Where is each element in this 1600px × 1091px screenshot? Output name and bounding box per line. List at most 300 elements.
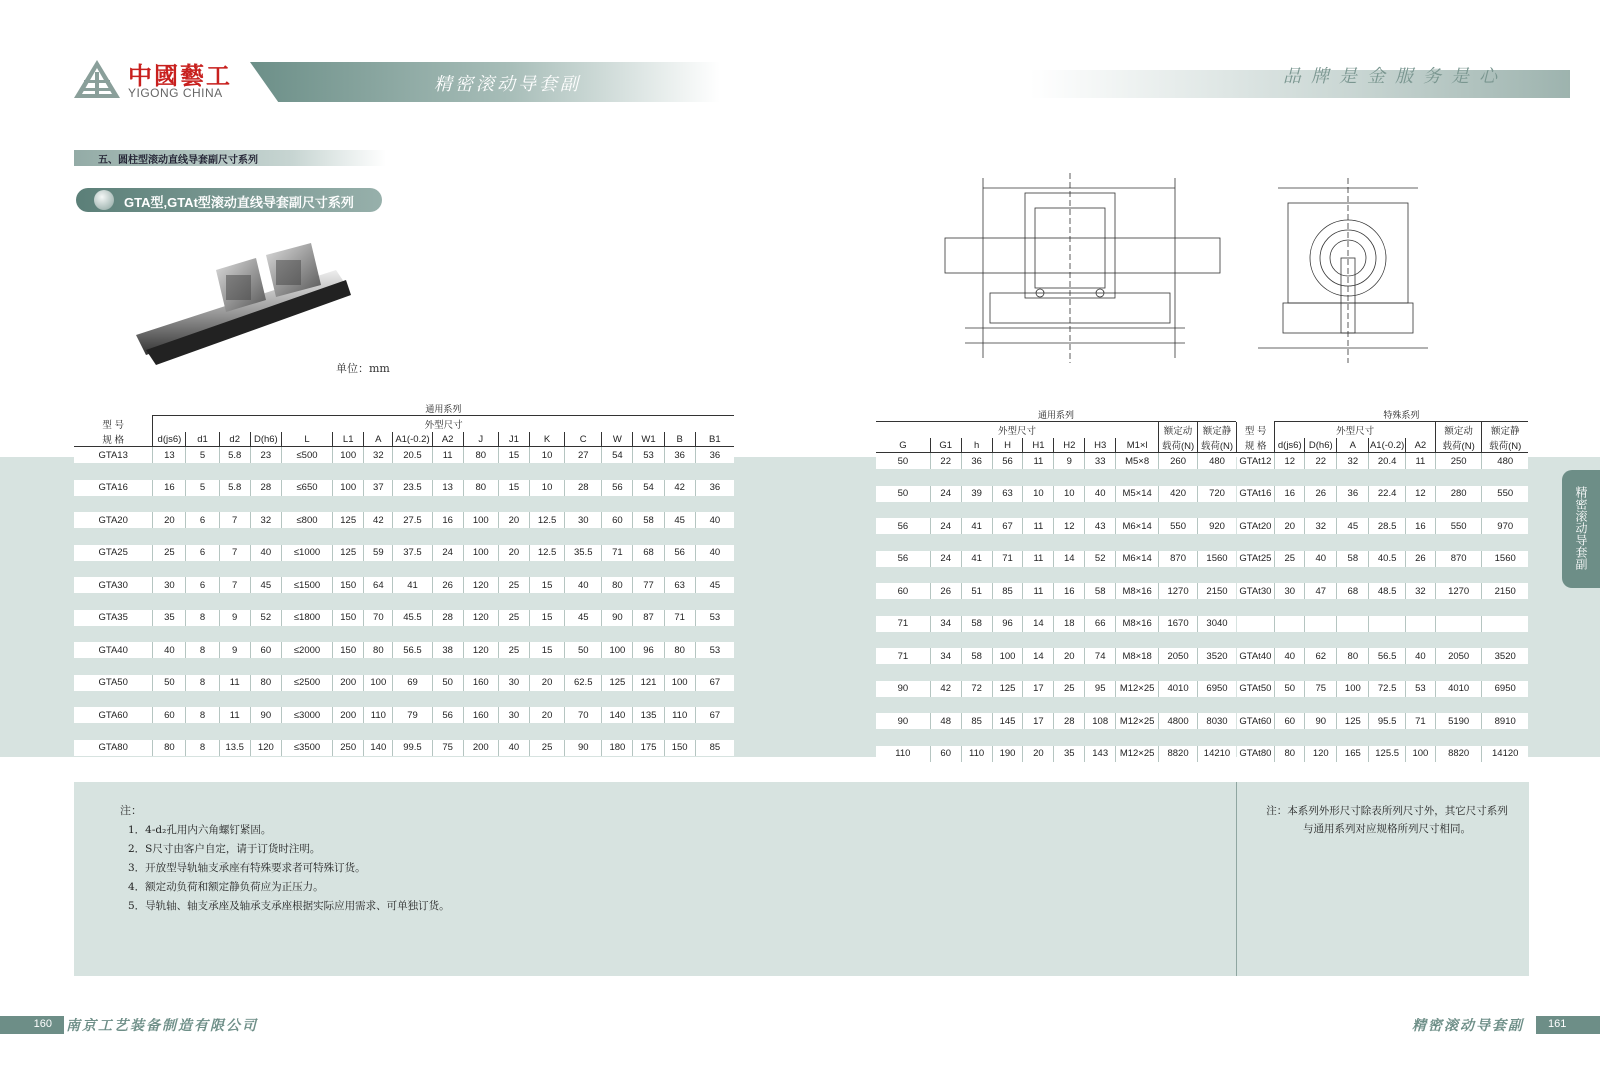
row-spacer bbox=[1237, 632, 1529, 649]
table-cell: 100 bbox=[664, 675, 695, 691]
table-cell: 74 bbox=[1085, 648, 1116, 664]
table-cell: 40 bbox=[1275, 648, 1305, 664]
table-cell: 32 bbox=[1337, 453, 1369, 470]
logo-chinese: 中國藝工 bbox=[128, 61, 232, 90]
table-row bbox=[876, 713, 1236, 729]
col-header: H bbox=[992, 438, 1023, 453]
table-cell: 24 bbox=[930, 486, 961, 502]
col-header: J1 bbox=[498, 432, 529, 447]
table-cell: 100 bbox=[463, 545, 498, 561]
table-cell: 14 bbox=[1023, 648, 1054, 664]
table-cell: 53 bbox=[695, 610, 734, 626]
table-cell: 7 bbox=[219, 512, 250, 528]
table-cell: ≤1000 bbox=[281, 545, 332, 561]
table-cell: 60 bbox=[153, 707, 186, 723]
table-cell: 60 bbox=[1275, 713, 1305, 729]
table-cell: 64 bbox=[364, 577, 393, 593]
table-cell: 62.5 bbox=[565, 675, 602, 691]
table-cell: 45 bbox=[565, 610, 602, 626]
table-cell: 200 bbox=[333, 675, 364, 691]
table-cell: 90 bbox=[565, 740, 602, 756]
table-cell: 6950 bbox=[1198, 681, 1237, 697]
row-spacer bbox=[74, 528, 734, 545]
table-cell: M12×25 bbox=[1116, 713, 1159, 729]
table-cell: 30 bbox=[498, 675, 529, 691]
table-cell bbox=[1275, 616, 1305, 632]
unit-label: 单位：mm bbox=[336, 362, 390, 375]
section-heading bbox=[74, 150, 386, 166]
table-cell: 36 bbox=[695, 480, 734, 496]
table-cell: 24 bbox=[930, 518, 961, 534]
table-cell: 47 bbox=[1305, 583, 1337, 599]
table-cell: 56.5 bbox=[1369, 648, 1406, 664]
spacer-cell bbox=[74, 723, 734, 740]
table-cell: 25 bbox=[153, 545, 186, 561]
table-cell: 63 bbox=[664, 577, 695, 593]
spacer-cell bbox=[74, 463, 734, 480]
row-spacer bbox=[1237, 664, 1529, 681]
table-cell: 1560 bbox=[1482, 551, 1528, 567]
table-cell: 24 bbox=[930, 551, 961, 567]
table-cell: 56.5 bbox=[393, 642, 432, 658]
table-cell: 16 bbox=[1405, 518, 1435, 534]
table-cell: M6×14 bbox=[1116, 551, 1159, 567]
table-row bbox=[74, 675, 734, 691]
table-cell: 1270 bbox=[1435, 583, 1482, 599]
table-row bbox=[1237, 616, 1529, 632]
table-cell: 100 bbox=[333, 480, 364, 496]
table-cell: 12 bbox=[1275, 453, 1305, 470]
right-table-body bbox=[876, 453, 1236, 762]
table-cell bbox=[1337, 616, 1369, 632]
table-cell: 110 bbox=[961, 746, 992, 762]
table-cell bbox=[1305, 616, 1337, 632]
table-cell: 13 bbox=[153, 447, 186, 464]
table-cell: 110 bbox=[364, 707, 393, 723]
table-row bbox=[1237, 746, 1529, 762]
table-cell: GTAt30 bbox=[1237, 583, 1275, 599]
table-cell: 11 bbox=[1023, 518, 1054, 534]
table-cell: 68 bbox=[633, 545, 664, 561]
table-cell: 9 bbox=[1054, 453, 1085, 470]
table-cell bbox=[1237, 616, 1275, 632]
table-cell: 15 bbox=[498, 447, 529, 464]
table-cell: 8 bbox=[186, 740, 219, 756]
table-cell: 28 bbox=[250, 480, 281, 496]
table-cell: 28 bbox=[1054, 713, 1085, 729]
table-cell: 24 bbox=[432, 545, 463, 561]
table-cell: 550 bbox=[1482, 486, 1528, 502]
row-spacer bbox=[876, 534, 1236, 551]
table-cell: ≤1800 bbox=[281, 610, 332, 626]
col-header: A2 bbox=[432, 432, 463, 447]
table-cell: 15 bbox=[530, 610, 565, 626]
table-cell: 7 bbox=[219, 545, 250, 561]
table-cell: 16 bbox=[1275, 486, 1305, 502]
table-cell: 30 bbox=[498, 707, 529, 723]
table-cell: 4010 bbox=[1159, 681, 1198, 697]
table-cell: 125.5 bbox=[1369, 746, 1406, 762]
col-header: B1 bbox=[695, 432, 734, 447]
table-cell: 110 bbox=[876, 746, 930, 762]
table-cell: 56 bbox=[876, 551, 930, 567]
table-cell: 550 bbox=[1435, 518, 1482, 534]
table-cell: 79 bbox=[393, 707, 432, 723]
table-row bbox=[876, 453, 1236, 470]
spacer-cell bbox=[1237, 599, 1529, 616]
table-cell: 16 bbox=[1054, 583, 1085, 599]
col-header: L1 bbox=[333, 432, 364, 447]
table-cell: 25 bbox=[498, 577, 529, 593]
table-cell: 41 bbox=[961, 551, 992, 567]
table-cell: 77 bbox=[633, 577, 664, 593]
table-cell: 40 bbox=[565, 577, 602, 593]
row-spacer bbox=[74, 723, 734, 740]
table-cell: 32 bbox=[250, 512, 281, 528]
table-cell: 41 bbox=[393, 577, 432, 593]
table-cell: 96 bbox=[633, 642, 664, 658]
table-cell: 870 bbox=[1159, 551, 1198, 567]
table-cell: 36 bbox=[961, 453, 992, 470]
rated-static-unit: 载荷(N) bbox=[1198, 438, 1237, 453]
table-cell: 42 bbox=[364, 512, 393, 528]
table-cell: 20 bbox=[1054, 648, 1085, 664]
table-row bbox=[74, 545, 734, 561]
table-row bbox=[876, 681, 1236, 697]
row-spacer bbox=[1237, 469, 1529, 486]
special-dim-label: 外型尺寸 bbox=[1275, 422, 1436, 439]
side-tab-label: 精密滚动导套副 bbox=[1574, 486, 1588, 570]
spacer-cell bbox=[74, 626, 734, 643]
note-line: 1．4-d₂孔用内六角螺钉紧固。 bbox=[128, 824, 272, 836]
table-cell: 4800 bbox=[1159, 713, 1198, 729]
table-cell: 96 bbox=[992, 616, 1023, 632]
table-cell: 37 bbox=[364, 480, 393, 496]
table-cell: 5190 bbox=[1435, 713, 1482, 729]
table-cell: 67 bbox=[695, 707, 734, 723]
footer-right-page bbox=[1536, 1016, 1600, 1034]
table-cell: GTA25 bbox=[74, 545, 153, 561]
table-cell: 180 bbox=[602, 740, 633, 756]
table-cell: ≤3000 bbox=[281, 707, 332, 723]
table-cell: 71 bbox=[992, 551, 1023, 567]
left-group-label: 通用系列 bbox=[153, 402, 734, 416]
table-cell: 25 bbox=[498, 610, 529, 626]
table-cell: 120 bbox=[463, 577, 498, 593]
table-cell: 16 bbox=[432, 512, 463, 528]
table-cell: 90 bbox=[876, 713, 930, 729]
row-spacer bbox=[876, 502, 1236, 519]
table-cell: 32 bbox=[364, 447, 393, 464]
table-cell: 80 bbox=[153, 740, 186, 756]
table-cell: 150 bbox=[333, 610, 364, 626]
table-cell: 720 bbox=[1198, 486, 1237, 502]
right-dim-label: 外型尺寸 bbox=[998, 426, 1037, 437]
spacer-cell bbox=[876, 697, 1236, 714]
table-cell: 14120 bbox=[1482, 746, 1528, 762]
table-cell: 70 bbox=[565, 707, 602, 723]
table-cell: 20 bbox=[1275, 518, 1305, 534]
table-cell: 10 bbox=[530, 447, 565, 464]
table-cell: 42 bbox=[930, 681, 961, 697]
table-cell: 8 bbox=[186, 610, 219, 626]
col-header: h bbox=[961, 438, 992, 453]
table-cell: 8030 bbox=[1198, 713, 1237, 729]
table-cell: 3520 bbox=[1198, 648, 1237, 664]
row-spacer bbox=[74, 626, 734, 643]
table-cell: 20 bbox=[530, 675, 565, 691]
table-row bbox=[1237, 551, 1529, 567]
table-row bbox=[1237, 453, 1529, 470]
table-cell: M12×25 bbox=[1116, 681, 1159, 697]
table-cell: 35.5 bbox=[565, 545, 602, 561]
row-spacer bbox=[876, 567, 1236, 584]
col-header: A1(-0.2) bbox=[393, 432, 432, 447]
table-cell: 22.4 bbox=[1369, 486, 1406, 502]
table-cell: 80 bbox=[1337, 648, 1369, 664]
table-cell: GTAt40 bbox=[1237, 648, 1275, 664]
row-spacer bbox=[1237, 697, 1529, 714]
spacer-cell bbox=[74, 561, 734, 578]
col-header: G bbox=[876, 438, 930, 453]
table-cell: 18 bbox=[1054, 616, 1085, 632]
col-model: 型 号 bbox=[102, 419, 124, 431]
left-table-body bbox=[74, 447, 734, 756]
spacer-cell bbox=[876, 502, 1236, 519]
special-table bbox=[1236, 408, 1528, 762]
special-rated-static: 额定静 bbox=[1482, 422, 1528, 439]
col-header: H2 bbox=[1054, 438, 1085, 453]
table-cell: 45 bbox=[250, 577, 281, 593]
header-title: 精密滚动导套副 bbox=[434, 74, 581, 94]
table-cell: 32 bbox=[1405, 583, 1435, 599]
col-header: d(js6) bbox=[153, 432, 186, 447]
col-spec: 规 格 bbox=[74, 432, 153, 447]
table-cell: ≤800 bbox=[281, 512, 332, 528]
table-cell: 40 bbox=[695, 545, 734, 561]
front-view-drawing bbox=[1238, 168, 1453, 368]
table-cell: 11 bbox=[1023, 551, 1054, 567]
spacer-cell bbox=[876, 632, 1236, 649]
spacer-cell bbox=[876, 469, 1236, 486]
table-cell: 20 bbox=[530, 707, 565, 723]
spacer-cell bbox=[1237, 664, 1529, 681]
table-cell: 3520 bbox=[1482, 648, 1528, 664]
table-cell: 34 bbox=[930, 648, 961, 664]
table-cell: 200 bbox=[333, 707, 364, 723]
table-cell: M6×14 bbox=[1116, 518, 1159, 534]
logo-english: YIGONG CHINA bbox=[128, 86, 223, 100]
spacer-cell bbox=[74, 496, 734, 513]
table-cell: 120 bbox=[463, 610, 498, 626]
table-cell: 2050 bbox=[1435, 648, 1482, 664]
table-row bbox=[876, 518, 1236, 534]
table-cell: 8820 bbox=[1159, 746, 1198, 762]
table-cell: 40 bbox=[1405, 648, 1435, 664]
table-cell: 17 bbox=[1023, 681, 1054, 697]
table-row bbox=[74, 447, 734, 464]
table-cell: M8×18 bbox=[1116, 648, 1159, 664]
table-cell: 550 bbox=[1159, 518, 1198, 534]
table-cell: 125 bbox=[333, 545, 364, 561]
table-cell: 50 bbox=[565, 642, 602, 658]
table-cell: 85 bbox=[961, 713, 992, 729]
table-cell: 26 bbox=[930, 583, 961, 599]
table-cell: 56 bbox=[876, 518, 930, 534]
table-cell: 40 bbox=[1305, 551, 1337, 567]
col-header: d(js6) bbox=[1275, 438, 1305, 453]
col-header: L bbox=[281, 432, 332, 447]
table-cell: 25 bbox=[530, 740, 565, 756]
table-cell: ≤650 bbox=[281, 480, 332, 496]
logo-mark-icon bbox=[72, 58, 122, 100]
table-cell: GTA20 bbox=[74, 512, 153, 528]
table-cell: 40 bbox=[1085, 486, 1116, 502]
note-line: 4．额定动负荷和额定静负荷应为正压力。 bbox=[128, 881, 324, 893]
table-row bbox=[1237, 648, 1529, 664]
table-cell: 17 bbox=[1023, 713, 1054, 729]
table-cell: 22 bbox=[1305, 453, 1337, 470]
table-cell: 30 bbox=[565, 512, 602, 528]
table-cell: 20.4 bbox=[1369, 453, 1406, 470]
table-cell: 45 bbox=[695, 577, 734, 593]
table-cell: 6 bbox=[186, 512, 219, 528]
table-cell: 75 bbox=[432, 740, 463, 756]
table-cell: 90 bbox=[876, 681, 930, 697]
table-row bbox=[74, 512, 734, 528]
table-cell: GTAt80 bbox=[1237, 746, 1275, 762]
table-cell: 140 bbox=[364, 740, 393, 756]
table-cell: 30 bbox=[153, 577, 186, 593]
spacer-cell bbox=[876, 567, 1236, 584]
table-cell: 22 bbox=[930, 453, 961, 470]
spacer-cell bbox=[1237, 697, 1529, 714]
table-cell: 80 bbox=[463, 447, 498, 464]
table-cell: 5.8 bbox=[219, 480, 250, 496]
table-cell: 42 bbox=[664, 480, 695, 496]
table-cell: 53 bbox=[695, 642, 734, 658]
spacer-cell bbox=[1237, 534, 1529, 551]
note-line: 2．S尺寸由客户自定，请于订货时注明。 bbox=[128, 843, 321, 855]
table-cell: 50 bbox=[1275, 681, 1305, 697]
row-spacer bbox=[876, 664, 1236, 681]
table-cell: 190 bbox=[992, 746, 1023, 762]
table-cell: 85 bbox=[992, 583, 1023, 599]
rated-dynamic-unit: 载荷(N) bbox=[1159, 438, 1198, 453]
table-cell: 100 bbox=[1405, 746, 1435, 762]
row-spacer bbox=[74, 691, 734, 708]
table-cell: GTA80 bbox=[74, 740, 153, 756]
side-tab[interactable] bbox=[1562, 470, 1600, 588]
table-cell: 40 bbox=[250, 545, 281, 561]
table-cell: 40 bbox=[695, 512, 734, 528]
row-spacer bbox=[74, 593, 734, 610]
table-cell: 39 bbox=[961, 486, 992, 502]
table-cell: 50 bbox=[153, 675, 186, 691]
table-cell: 62 bbox=[1305, 648, 1337, 664]
table-cell: 7 bbox=[219, 577, 250, 593]
table-cell: 33 bbox=[1085, 453, 1116, 470]
table-cell: 54 bbox=[602, 447, 633, 464]
table-cell: 34 bbox=[930, 616, 961, 632]
table-cell: GTAt12 bbox=[1237, 453, 1275, 470]
table-cell: 58 bbox=[961, 616, 992, 632]
table-cell: 20.5 bbox=[393, 447, 432, 464]
footer-title: 精密滚动导套副 bbox=[1412, 1018, 1524, 1034]
row-spacer bbox=[876, 632, 1236, 649]
table-cell: 11 bbox=[219, 707, 250, 723]
table-cell: 15 bbox=[498, 480, 529, 496]
table-cell: 80 bbox=[1275, 746, 1305, 762]
table-cell: 16 bbox=[153, 480, 186, 496]
table-cell: 71 bbox=[602, 545, 633, 561]
table-row bbox=[74, 740, 734, 756]
table-row bbox=[1237, 713, 1529, 729]
rated-static-label: 额定静 bbox=[1198, 422, 1237, 439]
table-cell: 120 bbox=[463, 642, 498, 658]
table-cell: 40.5 bbox=[1369, 551, 1406, 567]
section-subheading-text: GTA型,GTAt型滚动直线导套副尺寸系列 bbox=[124, 195, 354, 210]
table-cell: 12 bbox=[1054, 518, 1085, 534]
table-cell: 95 bbox=[1085, 681, 1116, 697]
table-cell: 100 bbox=[364, 675, 393, 691]
table-cell: 480 bbox=[1482, 453, 1528, 470]
table-cell: 35 bbox=[153, 610, 186, 626]
table-cell: 99.5 bbox=[393, 740, 432, 756]
right-table bbox=[876, 408, 1236, 762]
table-cell: 5 bbox=[186, 447, 219, 464]
table-cell: 125 bbox=[992, 681, 1023, 697]
table-cell: 90 bbox=[1305, 713, 1337, 729]
row-spacer bbox=[876, 697, 1236, 714]
table-cell: 70 bbox=[364, 610, 393, 626]
table-cell: 150 bbox=[664, 740, 695, 756]
special-group-label: 特殊系列 bbox=[1275, 408, 1528, 422]
table-cell: 13.5 bbox=[219, 740, 250, 756]
table-cell: 45 bbox=[1337, 518, 1369, 534]
table-cell: 32 bbox=[1305, 518, 1337, 534]
left-table bbox=[74, 402, 734, 756]
table-cell: 260 bbox=[1159, 453, 1198, 470]
table-cell: GTA13 bbox=[74, 447, 153, 464]
table-cell: ≤500 bbox=[281, 447, 332, 464]
table-cell: 10 bbox=[530, 480, 565, 496]
table-cell: 52 bbox=[250, 610, 281, 626]
table-cell: 71 bbox=[876, 616, 930, 632]
table-row bbox=[74, 577, 734, 593]
table-cell: 45 bbox=[664, 512, 695, 528]
table-cell bbox=[1369, 616, 1406, 632]
col-header: A1(-0.2) bbox=[1369, 439, 1405, 451]
table-cell: 58 bbox=[961, 648, 992, 664]
table-cell: 250 bbox=[333, 740, 364, 756]
spacer-cell bbox=[1237, 502, 1529, 519]
table-cell: M8×16 bbox=[1116, 616, 1159, 632]
spacer-cell bbox=[74, 528, 734, 545]
table-cell: 1560 bbox=[1198, 551, 1237, 567]
table-cell: 58 bbox=[1337, 551, 1369, 567]
table-cell: 60 bbox=[876, 583, 930, 599]
table-cell: 6 bbox=[186, 577, 219, 593]
table-cell: 40 bbox=[153, 642, 186, 658]
spacer-cell bbox=[74, 593, 734, 610]
col-header: d2 bbox=[219, 432, 250, 447]
table-cell: 150 bbox=[333, 577, 364, 593]
right-group-label: 通用系列 bbox=[876, 408, 1236, 422]
table-cell: 30 bbox=[1275, 583, 1305, 599]
table-cell: 12.5 bbox=[530, 545, 565, 561]
table-cell: 26 bbox=[1405, 551, 1435, 567]
